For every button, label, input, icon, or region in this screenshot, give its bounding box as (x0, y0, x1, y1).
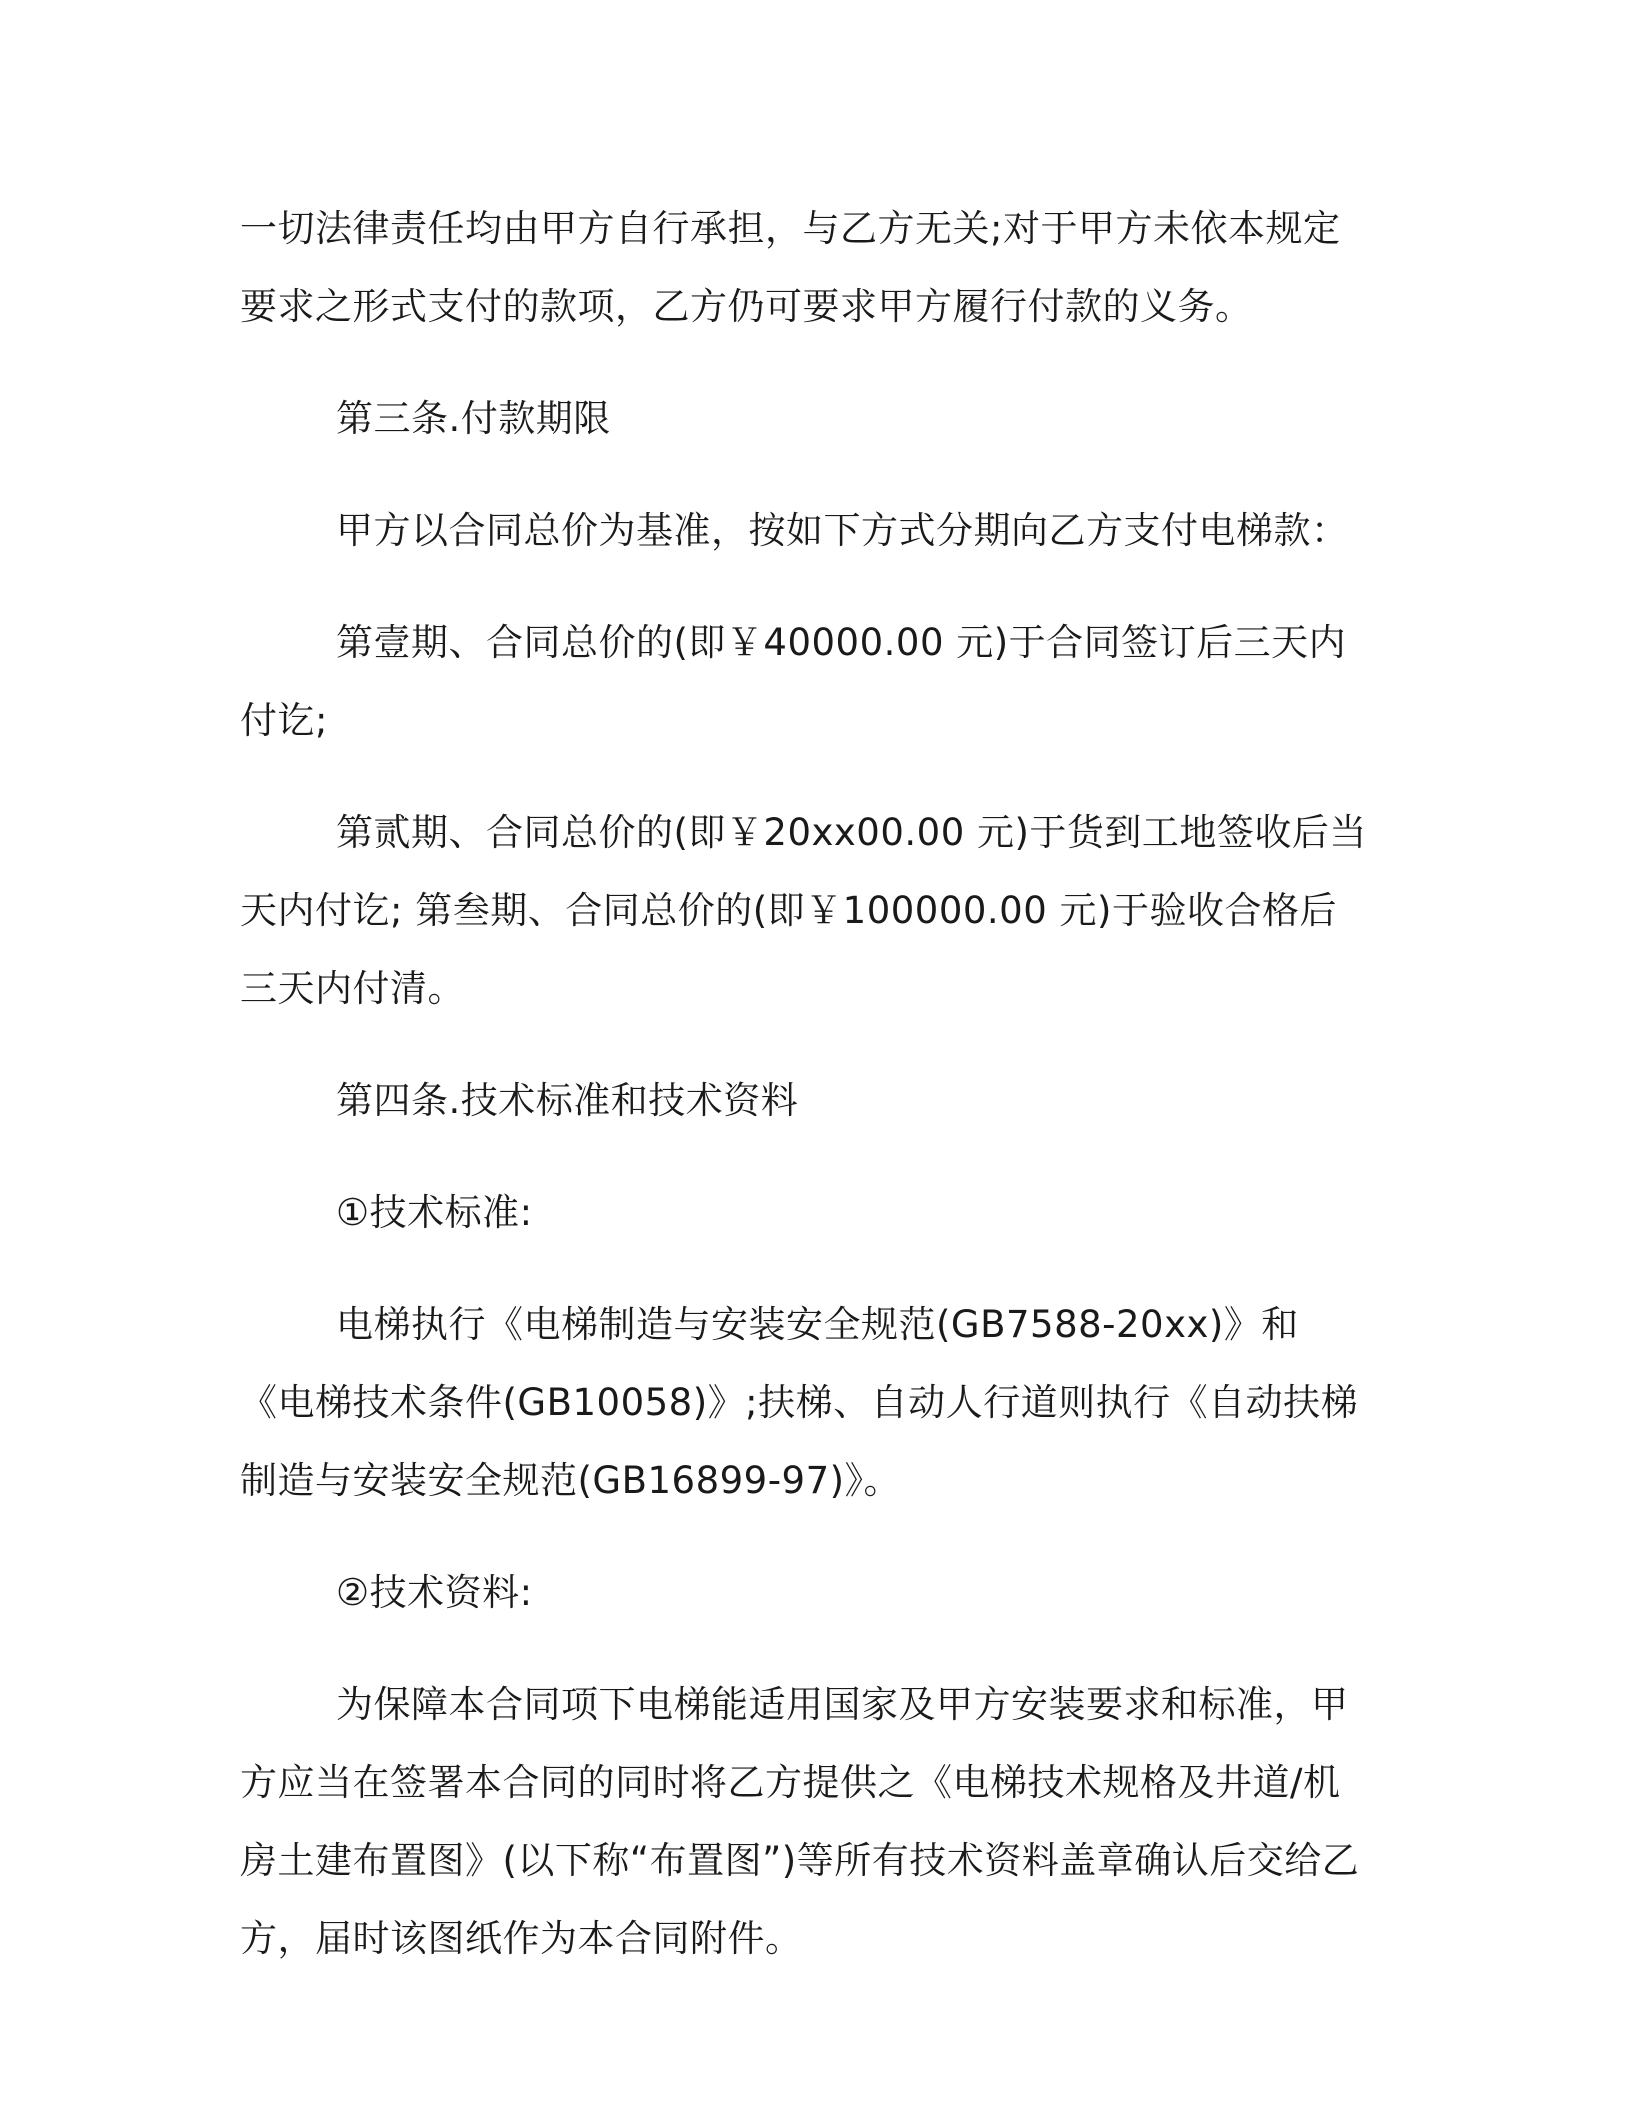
subheading-technical-data: ②技术资料: (336, 1571, 533, 1614)
paragraph-technical-data: 为保障本合同项下电梯能适用国家及甲方安装要求和标准，甲方应当在签署本合同的同时将乙方提供之《电梯技术规格及井道/机房土建布置图》(以下称“布置图”)等所有技术资料盖章确认后交给乙方，届时该图纸作为本合同附件。 (240, 1683, 1360, 1960)
document-page (240, 190, 1370, 2012)
paragraph-liability: 一切法律责任均由甲方自行承担，与乙方无关;对于甲方未依本规定要求之形式支付的款项，乙方仍可要求甲方履行付款的义务。 (240, 207, 1341, 328)
heading-article-3: 第三条.付款期限 (336, 397, 611, 440)
heading-article-4: 第四条.技术标准和技术资料 (336, 1079, 799, 1122)
subheading-technical-standards: ①技术标准: (336, 1191, 533, 1234)
paragraph-payment-basis: 甲方以合同总价为基准，按如下方式分期向乙方支付电梯款： (336, 509, 1349, 552)
paragraph-installment-2-3: 第贰期、合同总价的(即￥20xx00.00 元)于货到工地签收后当天内付讫; 第叁期、合同总价的(即￥100000.00 元)于验收合格后三天内付清。 (240, 811, 1367, 1010)
paragraph-installment-1: 第壹期、合同总价的(即￥40000.00 元)于合同签订后三天内付讫; (240, 621, 1347, 742)
paragraph-standards: 电梯执行《电梯制造与安装安全规范(GB7588-20xx)》和《电梯技术条件(GB10058)》;扶梯、自动人行道则执行《自动扶梯制造与安装安全规范(GB16899-97)》。 (240, 1303, 1359, 1502)
